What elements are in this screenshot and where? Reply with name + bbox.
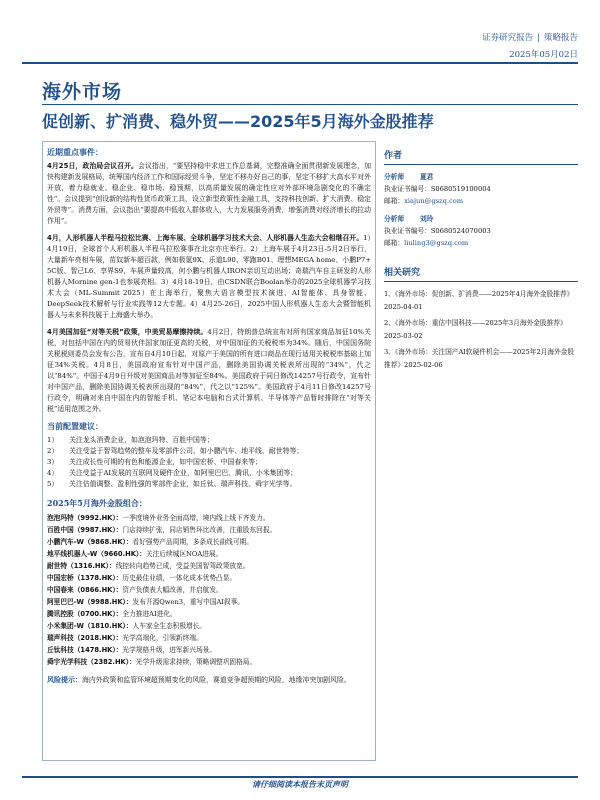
events-label: 近期重点事件： <box>47 147 103 157</box>
event-paragraph <box>47 161 371 227</box>
analyst-email-link[interactable]: xiajun@gszq.com <box>404 197 464 205</box>
header-divider <box>22 62 578 64</box>
report-date: 2025年05月02日 <box>509 50 578 60</box>
list-item: 小米集团-W（1810.HK）：人车家全生态积极增长。 <box>47 622 207 630</box>
risk-warning <box>47 674 371 686</box>
suggest-label: 当前配置建议： <box>47 421 103 431</box>
suggestion-item: 5） 关注估值调整、盈利性强的零部件企业，如丘钛、瑞声科技、舜宇光学等。 <box>47 480 297 488</box>
event-text: 1）4月19日，全球首个人形机器人半程马拉松赛事在北京亦庄举行。2）上海车展于4月23日-5月2日举行，大量新车亮相车展，苗奴新车超百款，例如极氪9X、乐道L90、零跑B01、理想MEGA home、小鹏P7+ 5C版、智己L6、享界S9，车展声量较高，何小鹏与机器人IRON亲切互动出场；奇瑞汽车自主研发的人形机器人Mornine gen-1也参展亮相。3）4月18-19日，由CSDN联合Boolan举办的2025全球机器学习技术大会（ML-Summit 2025）在上海举行，聚焦大语言模型技术演进、AI智能体、具身智能、DeepSeek技术解析与行业实践等12大专题。4）4月25-26日，2025中国人形机器人生态大会暨智能机器人与未来科技展于上海盛大举办。 <box>47 234 371 319</box>
suggestion-list <box>47 435 371 490</box>
sidebar <box>384 148 578 375</box>
list-item: 阿里巴巴-W（9988.HK）：发布开源Qwen3，重写中国AI叙事。 <box>47 598 244 606</box>
related-heading: 相关研究 <box>384 265 578 282</box>
stock-list <box>47 512 371 668</box>
event-heading: 4月25日，政治局会议召开。 <box>47 162 138 170</box>
section-title: 海外市场 <box>42 81 123 103</box>
analyst-block: 分析师 刘玲 执业证书编号：S0680524070003 邮箱：liuling3@gszq.com <box>384 215 491 247</box>
event-paragraph <box>47 327 371 415</box>
footer-disclaimer: 请仔细阅读本报告末页声明 <box>252 779 348 789</box>
analyst-block: 分析师 夏君 执业证书编号：S0680519100004 邮箱：xiajun@gszq.com <box>384 173 491 205</box>
event-paragraph <box>47 233 371 321</box>
risk-text: 海内外政策和监管环境超预期变化的风险，赛道竞争超预期的风险，地缘冲突加剧风险。 <box>82 676 351 684</box>
report-category: 策略报告 <box>543 33 578 43</box>
report-type: 证券研究报告 <box>482 33 534 43</box>
related-report-link[interactable]: 2、《海外市场：重估中国科技——2025年3月海外金股推荐》2025-03-02 <box>384 319 567 340</box>
stocks-label: 2025年5月海外金股组合： <box>47 498 147 508</box>
suggestion-item: 2） 关注受益于智驾趋势的整车及零部件公司，如小鹏汽车、地平线、耐世特等； <box>47 447 304 455</box>
summary-box <box>42 141 376 761</box>
report-header <box>482 30 578 64</box>
risk-label: 风险提示： <box>47 675 82 684</box>
suggestion-item: 3） 关注成长性可期的有色和能源企业，如中国宏桥、中国春来等； <box>47 458 262 466</box>
section-divider <box>42 104 578 105</box>
event-heading: 4月，人形机器人半程马拉松比赛、上海车展、全球机器学习技术大会、人形机器人生态大会相继召开。 <box>47 234 364 242</box>
authors-heading: 作者 <box>384 148 578 165</box>
event-text: 4月2日，特朗普总统宣布对所有国家商品加征10%关税，对包括中国在内的贸易伙伴国家加征更高的关税，对中国加征的关税税率为34%。随后，中国国务院关税税则委员会发布公告，宣布自4月10日起，对原产于美国的所有进口商品在现行适用关税税率基础上加征34%关税。4月8日，美国政府宣布针对中国产品，删除美国协调关税表所出现的“34%”，代之以“84%”。中国于4月9日升级对美国商品对等加征至84%。美国政府于同日修改14257号行政令，宣布针对中国产品，删除美国协调关税表所出现的“84%”，代之以“125%”。美国政府于4月11日修改14257号行政令，明确对来自中国在内的智能手机、笔记本电脑和台式计算机、半导体等产品暂时排除在“对等关税”适用范围之外。 <box>47 328 371 413</box>
list-item: 腾讯控股（0700.HK）：全力推进AI进化。 <box>47 610 177 618</box>
list-item: 瑞声科技（2018.HK）：光学高端化，引领新终端。 <box>47 634 203 642</box>
event-heading: 4月美国加征“对等关税”政策，中美贸易摩擦持续。 <box>47 328 208 336</box>
header-separator: | <box>537 33 540 43</box>
list-item: 中国春来（0866.HK）：资产负债表大幅改善，并启航发。 <box>47 586 223 594</box>
list-item: 地平线机器人-W（9660.HK）：关注后续城区NOA进展。 <box>47 550 223 558</box>
suggestion-item: 1） 关注龙头消费企业，如泡泡玛特、百胜中国等； <box>47 436 214 444</box>
list-item: 小鹏汽车-W（9868.HK）：看好强势产品周期，多条成长曲线可期。 <box>47 538 253 546</box>
list-item: 耐世特（1316.HK）：线控转向趋势已成，受益美国智驾政策放宽。 <box>47 562 250 570</box>
event-text: 会议指出，“要坚持稳中求进工作总基调，完整准确全面贯彻新发展理念，加快构建新发展格局，统筹国内经济工作和国际经贸斗争，坚定不移办好自己的事，坚定不移扩大高水平对外开放，着力稳就业、稳企业、稳市场、稳预期，以高质量发展的确定性应对外部环境急剧变化的不确定性”。会议提到“创设新的结构性货币政策工具，设立新型政策性金融工具，支持科技创新、扩大消费、稳定外贸等”。消费方面，会议指出“要提高中低收入群体收入，大力发展服务消费，增强消费对经济增长的拉动作用”。 <box>47 162 372 225</box>
list-item: 中国宏桥（1378.HK）：历史最佳业绩，一体化成本优势凸显。 <box>47 574 237 582</box>
list-item: 丘钛科技（1478.HK）：光学规格升级，进军新兴场景。 <box>47 646 217 654</box>
report-title: 促创新、扩消费、稳外贸——2025年5月海外金股推荐 <box>42 112 434 131</box>
related-report-link[interactable]: 1、《海外市场：促创新、扩消费——2025年4月海外金股推荐》2025-04-01 <box>384 290 574 311</box>
footer-divider <box>22 776 578 778</box>
analyst-email-link[interactable]: liuling3@gszq.com <box>404 239 469 247</box>
suggestion-item: 4） 关注受益于AI发展的互联网及硬件企业，如阿里巴巴、腾讯、小米集团等； <box>47 469 298 477</box>
list-item: 舜宇光学科技（2382.HK）：光学升级需求持续，策略调整巩固格局。 <box>47 658 257 666</box>
list-item: 百胜中国（9987.HK）：门店持续扩张，同店销售环比改善，注重股东回报。 <box>47 526 277 534</box>
list-item: 泡泡玛特（9992.HK）：一季度境外业务全面高增，境内线上线下齐发力。 <box>47 514 270 522</box>
related-report-link[interactable]: 3、《海外市场：关注国产AI软硬件机会——2025年2月海外金股推荐》2025-02-06 <box>384 348 575 369</box>
